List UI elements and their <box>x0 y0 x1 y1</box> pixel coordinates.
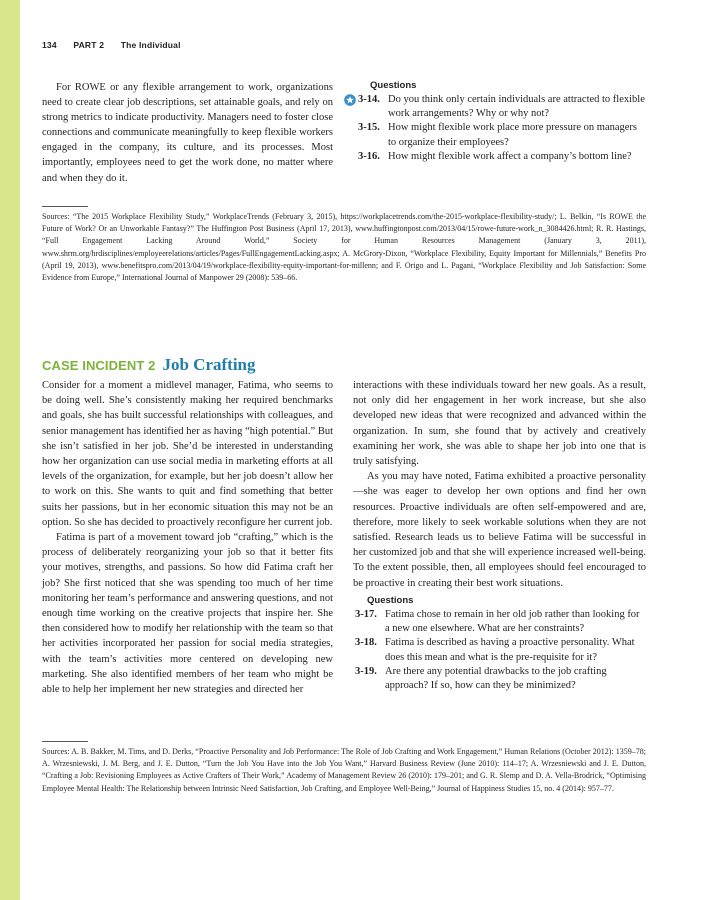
question-text: How might flexible work affect a company’s bottom line? <box>388 150 632 162</box>
sources-bottom <box>42 746 646 795</box>
page-number: 134 <box>42 40 57 50</box>
question-item <box>353 665 646 693</box>
question-number: 3-14. <box>358 94 380 105</box>
question-item <box>353 636 646 664</box>
case-incident-title: Job Crafting <box>162 355 256 374</box>
mylab-star-icon[interactable] <box>344 94 356 106</box>
page-margin-band <box>0 0 20 900</box>
sources-top <box>42 211 646 284</box>
question-number: 3-18. <box>355 637 377 649</box>
question-text: How might flexible work place more pressure on managers to organize their employees? <box>388 122 638 148</box>
sources-bottom-text: Sources: A. B. Bakker, M. Tims, and D. Derks, “Proactive Personality and Job Performance: The Role of Job Crafting and Work Engagement,” Human Relations (October 2012): 1359–78; A. Wrzesniewski, J. M. Berg, and J. E. Dutton, “Turn the Job You Have into the Job You Want,” Harvard Business Review (June 2010): 114–17; A. Wrzesniewski and J. E. Dutton, “Crafting a Job: Revisioning Employees as Active Crafters of Their Work,” Academy of Management Review 26 (2010): 179–201; and G. R. Slemp and D. A. Vella-Brodrick, “Optimising Employee Mental Health: The Relationship between Intrinsic Need Satisfaction, Job Crafting, and Employee Well-Being,” Journal of Happiness Studies 15, no. 4 (2014): 957–77. <box>42 747 646 793</box>
question-number: 3-16. <box>358 150 380 162</box>
question-number: 3-15. <box>358 122 380 134</box>
question-item <box>356 121 646 149</box>
question-text: Fatima is described as having a proactive personality. What does this mean and what is the pre-requisite for it? <box>385 637 635 663</box>
question-number: 3-17. <box>355 609 377 620</box>
case-right-column <box>353 378 646 591</box>
rowe-paragraph: For ROWE or any flexible arrangement to work, organizations need to create clear job descriptions, set attainable goals, and rely on strong metrics to indicate productivity. Managers need to foster close connections and communicate meaningfully to keep flexible workers engaged in the company, its culture, and its processes. Most importantly, employees need to get the work done, no matter where and when they do it. <box>42 82 333 184</box>
questions-heading: Questions <box>367 595 414 606</box>
case-incident-heading <box>42 355 256 375</box>
sources-top-text: Sources: “The 2015 Workplace Flexibility Study,” WorkplaceTrends (February 3, 2015), https://workplacetrends.com/the-2015-workplace-flexibility-study/; L. Belkin, “Is ROWE the Future of Work? Or an Unworkable Fantasy?” The Huffington Post Business (April 17, 2013), www.huffingtonpost.com/2013/04/15/rowe-future-work_n_3084426.html; R. R. Hastings, “Full Engagement Lacking Around World,” Society for Human Resources Management (January 3, 2011), www.shrm.org/hrdisciplines/employeerelations/articles/Pages/FullEngagementLacking.aspx; A. McGrory-Dixon, “Workplace Flexibility, Equity Important for Millennials,” Benefits Pro (April 19, 2013), www.benefitspro.com/2013/04/19/workplace-flexibility-equity-important-for-millenn; and F. Origo and L. Pagani, “Workplace Flexibility and Job Satisfaction: Some Evidence from Europe,” International Journal of Manpower 29 (2008): 539–66. <box>42 212 646 283</box>
question-item <box>356 93 646 121</box>
top-questions <box>356 79 646 164</box>
sources-divider <box>42 741 88 742</box>
question-number: 3-19. <box>355 665 377 677</box>
question-text: Do you think only certain individuals are attracted to flexible work arrangements? Why or why not? <box>388 94 645 120</box>
running-head <box>42 40 195 50</box>
case-paragraph: Fatima is part of a movement toward job “crafting,” which is the process of deliberately reorganizing your job so that it better fits your motives, strengths, and passions. So how did Fatima craft her job? She first noticed that she was spending too much of her time monitoring her team’s performance and answering questions, and not enough time working on the creative projects that inspire her. She then considered how to modify her relationship with the team so that her activities incorporated her passion for social media strategies, with the team’s activities more centered on developing new marketing. She also identified members of her team who might be able to help her implement her new strategies and directed her <box>42 532 333 696</box>
sources-divider <box>42 206 88 207</box>
part-title: The Individual <box>120 40 181 50</box>
question-item <box>353 608 646 636</box>
question-text: Are there any potential drawbacks to the job crafting approach? If so, how can they be minimized? <box>385 665 607 692</box>
part-label: PART 2 <box>73 40 105 50</box>
top-left-column <box>42 80 333 186</box>
questions-heading: Questions <box>370 80 417 91</box>
question-item <box>356 150 646 164</box>
bottom-questions <box>353 594 646 693</box>
case-incident-label: CASE INCIDENT 2 <box>42 358 156 373</box>
case-paragraph: As you may have noted, Fatima exhibited a proactive personality—she was eager to develop her own options and find her own resources. Proactive individuals are often self-empowered and are, therefore, more likely to seek workable solutions when they are not satisfied. Research leads us to believe Fatima will be successful in her customized job and that she will experience increased well-being. To the extent possible, then, all employees should feel encouraged to be proactive in creating their best work situations. <box>353 471 646 589</box>
question-text: Fatima chose to remain in her old job rather than looking for a new one elsewhere. What are her constraints? <box>385 609 640 635</box>
case-left-column <box>42 378 333 697</box>
case-paragraph: Consider for a moment a midlevel manager, Fatima, who seems to be doing well. She’s consistently making her required benchmarks and goals, she has built successful relationships with colleagues, and senior management has identified her as having “high potential.” But she isn’t satisfied in her job. She’d be interested in understanding how her organization can use social media in marketing efforts at all levels of the organization, for example, but her job doesn’t allow her to work on this. She wants to quit and find something that better suits her passions, but in her economic situation this may not be an option. So she has decided to proactively reconfigure her current job. <box>42 380 333 528</box>
case-paragraph: interactions with these individuals toward her new goals. As a result, not only did her engagement in her work increase, but she also developed new ideas that were recognized and advanced within the organization. In sum, she found that by actively and creatively examining her work, she was able to shape her job into one that is truly satisfying. <box>353 380 646 468</box>
